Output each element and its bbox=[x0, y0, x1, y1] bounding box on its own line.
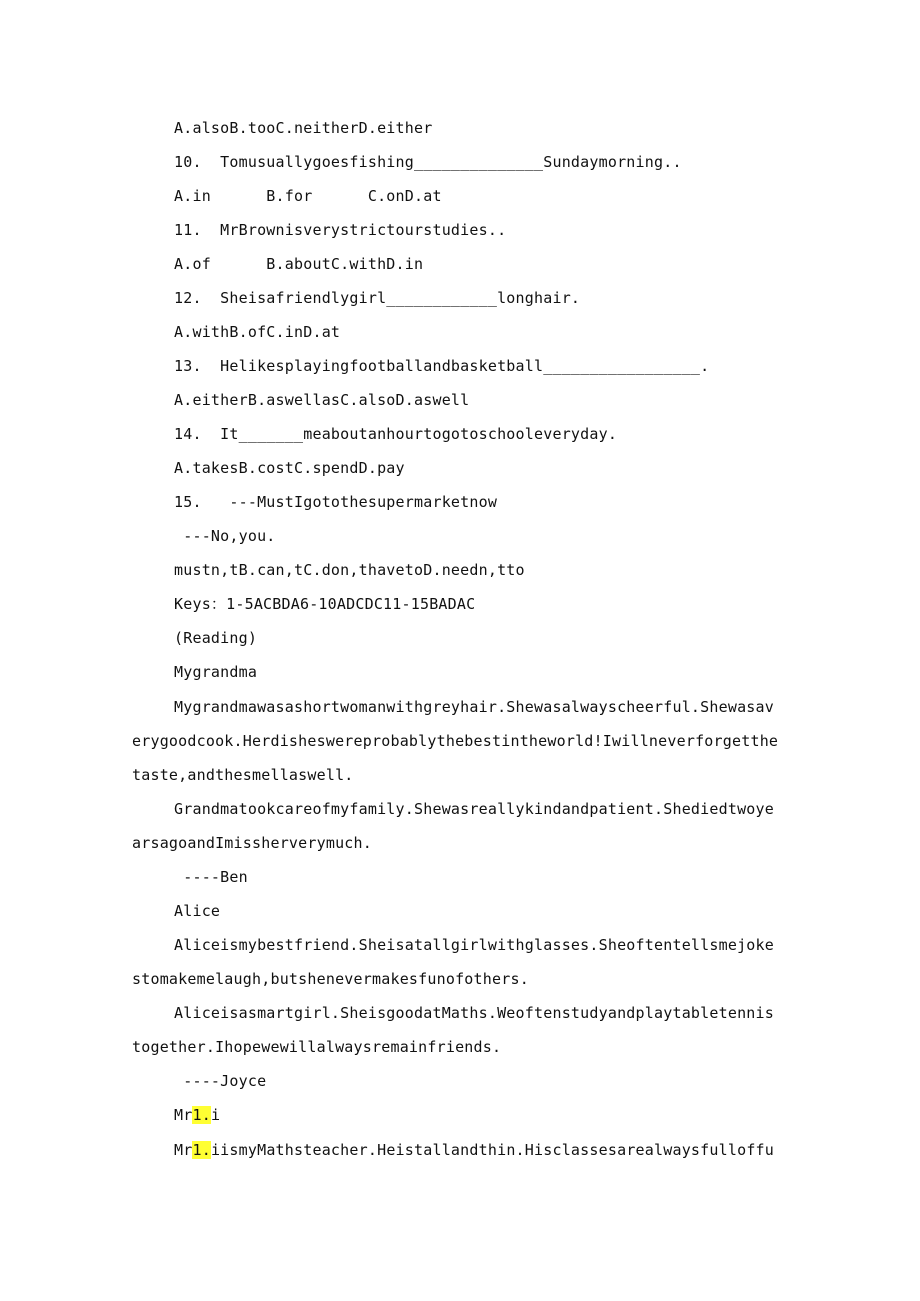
highlight-mark: 1. bbox=[192, 1106, 211, 1124]
signature-joyce: ----Joyce bbox=[174, 1072, 267, 1090]
q14-options: A.takesB.costC.spendD.pay bbox=[174, 459, 405, 477]
q15-answer: ---No,you. bbox=[174, 527, 276, 545]
passage-alice-line: Aliceismybestfriend.Sheisatallgirlwithglasses.Sheoftentellsmejoke bbox=[174, 936, 774, 954]
highlight-mark: 1. bbox=[192, 1141, 211, 1159]
q10-options: A.in B.for C.onD.at bbox=[174, 187, 442, 205]
q12-question: 12. Sheisafriendlygirl____________longhair. bbox=[174, 289, 581, 307]
passage-title-mrli: Mr1.i bbox=[174, 1106, 221, 1124]
passage-title-grandma: Mygrandma bbox=[174, 663, 258, 681]
q15-options: mustn,tB.can,tC.don,thavetoD.needn,tto bbox=[174, 561, 525, 579]
passage-alice-line: together.Ihopewewillalwaysremainfriends. bbox=[132, 1038, 502, 1056]
passage-grandma-line: Mygrandmawasashortwomanwithgreyhair.Shewasalwayscheerful.Shewasav bbox=[174, 698, 774, 716]
passage-alice-line: Aliceisasmartgirl.SheisgoodatMaths.Weoftenstudyandplaytabletennis bbox=[174, 1004, 774, 1022]
passage-grandma-line: Grandmatookcareofmyfamily.Shewasreallykindandpatient.Shediedtwoye bbox=[174, 800, 774, 818]
passage-grandma-line: arsagoandImissherverymuch. bbox=[132, 834, 372, 852]
signature-ben: ----Ben bbox=[174, 868, 248, 886]
passage-grandma-line: taste,andthesmellaswell. bbox=[132, 766, 354, 784]
answer-keys: Keys：1-5ACBDA6-10ADCDC11-15BADAC bbox=[174, 595, 476, 613]
q11-question: 11. MrBrownisverystrictourstudies.. bbox=[174, 221, 507, 239]
q12-options: A.withB.ofC.inD.at bbox=[174, 323, 341, 341]
q9-options: A.alsoB.tooC.neitherD.either bbox=[174, 119, 433, 137]
q10-question: 10. Tomusuallygoesfishing______________Sundaymorning.. bbox=[174, 153, 682, 171]
section-heading-reading: (Reading) bbox=[174, 629, 258, 647]
q13-options: A.eitherB.aswellasC.alsoD.aswell bbox=[174, 391, 470, 409]
q15-question: 15. ---MustIgotothesupermarketnow bbox=[174, 493, 498, 511]
passage-grandma-line: erygoodcook.Herdisheswereprobablythebestintheworld!Iwillneverforgetthe bbox=[132, 732, 779, 750]
q14-question: 14. It_______meaboutanhourtogotoschooleveryday. bbox=[174, 425, 618, 443]
passage-alice-line: stomakemelaugh,butshenevermakesfunofothers. bbox=[132, 970, 529, 988]
passage-title-alice: Alice bbox=[174, 902, 221, 920]
q13-question: 13. Helikesplayingfootballandbasketball_________________. bbox=[174, 357, 710, 375]
q11-options: A.of B.aboutC.withD.in bbox=[174, 255, 424, 273]
passage-mrli-line: Mr1.iismyMathsteacher.Heistallandthin.Hisclassesarealwaysfulloffu bbox=[174, 1141, 775, 1159]
